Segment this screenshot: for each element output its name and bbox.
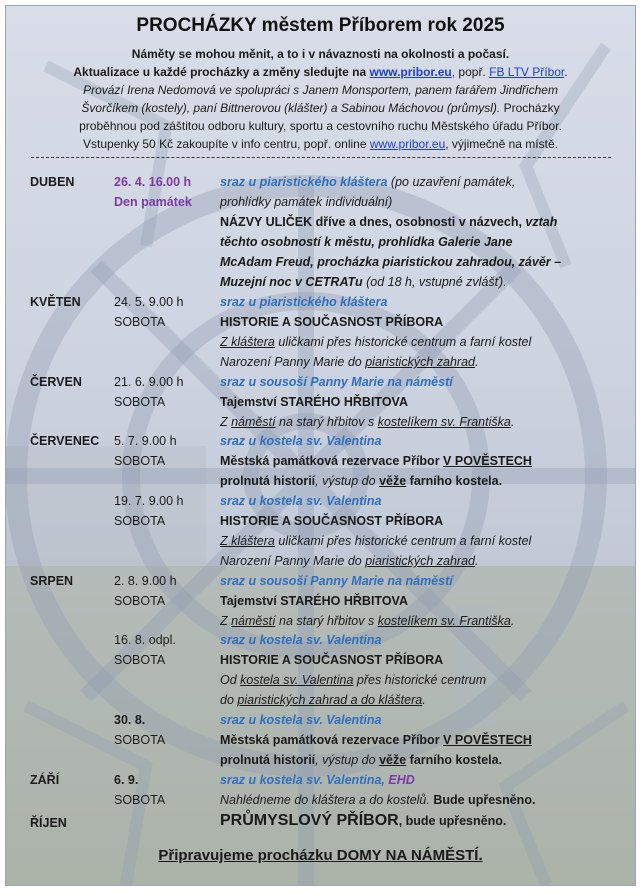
day-zari: SOBOTA (114, 793, 166, 807)
date-srpen-2: 16. 8. odpl. (114, 633, 176, 647)
theme-cerven: Tajemství STARÉHO HŘBITOVA (220, 395, 408, 409)
date-cervenec-2: 19. 7. 9.00 h (114, 494, 184, 508)
date-cerven: 21. 6. 9.00 h (114, 375, 184, 389)
srpen-route-3: prolnutá historií, výstup do věže farního kostela. (220, 753, 503, 767)
kveten-route-2: Narození Panny Marie do piaristických zahrad. (220, 355, 479, 369)
date-duben-sub: Den památek (114, 195, 192, 209)
date-srpen-3: 30. 8. (114, 713, 146, 727)
sraz-srpen-2: sraz u kostela sv. Valentina (220, 633, 382, 647)
cervenec-route-2b: Narození Panny Marie do piaristických zahrad. (220, 554, 479, 568)
sraz-kveten: sraz u piaristického kláštera (220, 295, 388, 309)
day-cervenec-2: SOBOTA (114, 514, 166, 528)
pribor-online-link[interactable]: www.pribor.eu (369, 137, 446, 151)
month-zari: ZÁŘÍ (30, 773, 60, 787)
cervenec-route-2a: Z kláštera uličkami přes historické centrum a farní kostel (220, 534, 532, 548)
day-srpen-2: SOBOTA (114, 653, 166, 667)
kveten-route-1: Z kláštera uličkami přes historické centrum a farní kostel (220, 335, 532, 349)
sraz-srpen-3: sraz u kostela sv. Valentina (220, 713, 382, 727)
date-duben: 26. 4. 16.00 h (114, 175, 192, 189)
divider (31, 157, 611, 158)
sraz-duben: sraz u piaristického kláštera (po uzavření památek, (220, 175, 516, 189)
page-title: PROCHÁZKY městem Příborem rok 2025 (136, 15, 505, 36)
duben-line-4: těchto osobností k městu, prohlídka Galerie Jane (220, 235, 513, 249)
srpen-route-2b: do piaristických zahrad a do kláštera. (220, 693, 426, 707)
duben-line-6: Muzejní noc v CETRATu (od 18 h, vstupné zvlášť). (220, 275, 507, 289)
srpen-route-2a: Od kostela sv. Valentina přes historické centrum (220, 673, 487, 687)
day-srpen-1: SOBOTA (114, 594, 166, 608)
sraz-srpen-1: sraz u sousoší Panny Marie na náměstí (220, 574, 453, 588)
date-zari: 6. 9. (114, 773, 139, 787)
intro-line-5: proběhnou pod záštitou odboru kultury, sportu a cestovního ruchu Městského úřadu Příbor. (79, 119, 562, 133)
fb-ltv-link[interactable]: FB LTV Příbor (489, 65, 565, 79)
theme-srpen-2: HISTORIE A SOUČASNOST PŘÍBORA (220, 653, 444, 667)
poster (5, 5, 636, 886)
zari-note: Nahlédneme do kláštera a do kostelů. Bude upřesněno. (220, 793, 536, 807)
month-rijen: ŘÍJEN (30, 816, 67, 830)
sraz-cervenec-2: sraz u kostela sv. Valentina (220, 494, 382, 508)
date-cervenec-1: 5. 7. 9.00 h (114, 434, 177, 448)
sraz-cerven: sraz u sousoší Panny Marie na náměstí (220, 375, 453, 389)
theme-kveten: HISTORIE A SOUČASNOST PŘÍBORA (220, 315, 444, 329)
theme-rijen: PRŮMYSLOVÝ PŘÍBOR, bude upřesněno. (220, 812, 507, 829)
theme-srpen-1: Tajemství STARÉHO HŘBITOVA (220, 594, 408, 608)
day-srpen-3: SOBOTA (114, 733, 166, 747)
month-duben: DUBEN (30, 175, 75, 189)
intro-line-1: Náměty se mohou měnit, a to i v návaznosti na okolnosti a počasí. (131, 47, 510, 61)
day-cervenec-1: SOBOTA (114, 454, 166, 468)
sraz-zari: sraz u kostela sv. Valentina, EHD (220, 773, 415, 787)
intro-line-3: Provází Irena Nedomová ve spolupráci s Janem Monsportem, panem farářem Jindřichem (83, 83, 558, 97)
month-srpen: SRPEN (30, 574, 74, 588)
month-cervenec: ČERVENEC (30, 434, 100, 448)
date-kveten: 24. 5. 9.00 h (114, 295, 184, 309)
cerven-route: Z náměstí na starý hřbitov s kostelíkem sv. Františka. (220, 415, 515, 429)
cervenec-route-1: prolnutá historií, výstup do věže farního kostela. (220, 474, 503, 488)
footer-note: Připravujeme procházku DOMY NA NÁMĚSTÍ. (158, 847, 483, 864)
theme-srpen-3: Městská památková rezervace Příbor V POVĚSTECH (220, 733, 532, 747)
sraz-cervenec-1: sraz u kostela sv. Valentina (220, 434, 382, 448)
month-cerven: ČERVEN (30, 375, 82, 389)
duben-line-3: NÁZVY ULIČEK dříve a dnes, osobnosti v názvech, vztah (220, 215, 558, 229)
intro-line-6: Vstupenky 50 Kč zakoupíte v info centru, popř. online www.pribor.eu, výjimečně na místě. (83, 137, 558, 151)
theme-cervenec-1: Městská památková rezervace Příbor V POVĚSTECH (220, 454, 532, 468)
day-cerven: SOBOTA (114, 395, 166, 409)
intro-line-2: Aktualizace u každé procházky a změny sledujte na www.pribor.eu, popř. FB LTV Příbor. (73, 65, 568, 79)
duben-line-2: prohlídky památek individuální) (220, 195, 393, 209)
srpen-route-1: Z náměstí na starý hřbitov s kostelíkem sv. Františka. (220, 614, 515, 628)
pribor-link[interactable]: www.pribor.eu (369, 65, 452, 79)
date-srpen-1: 2. 8. 9.00 h (114, 574, 177, 588)
theme-cervenec-2: HISTORIE A SOUČASNOST PŘÍBORA (220, 514, 444, 528)
intro-line-4: Švorčíkem (kostely), paní Bittnerovou (klášter) a Sabinou Máchovou (průmysl). Procházky (81, 101, 560, 115)
month-kveten: KVĚTEN (30, 295, 81, 309)
day-kveten: SOBOTA (114, 315, 166, 329)
duben-line-5: McAdam Freud, procházka piaristickou zahradou, závěr – (220, 255, 562, 269)
